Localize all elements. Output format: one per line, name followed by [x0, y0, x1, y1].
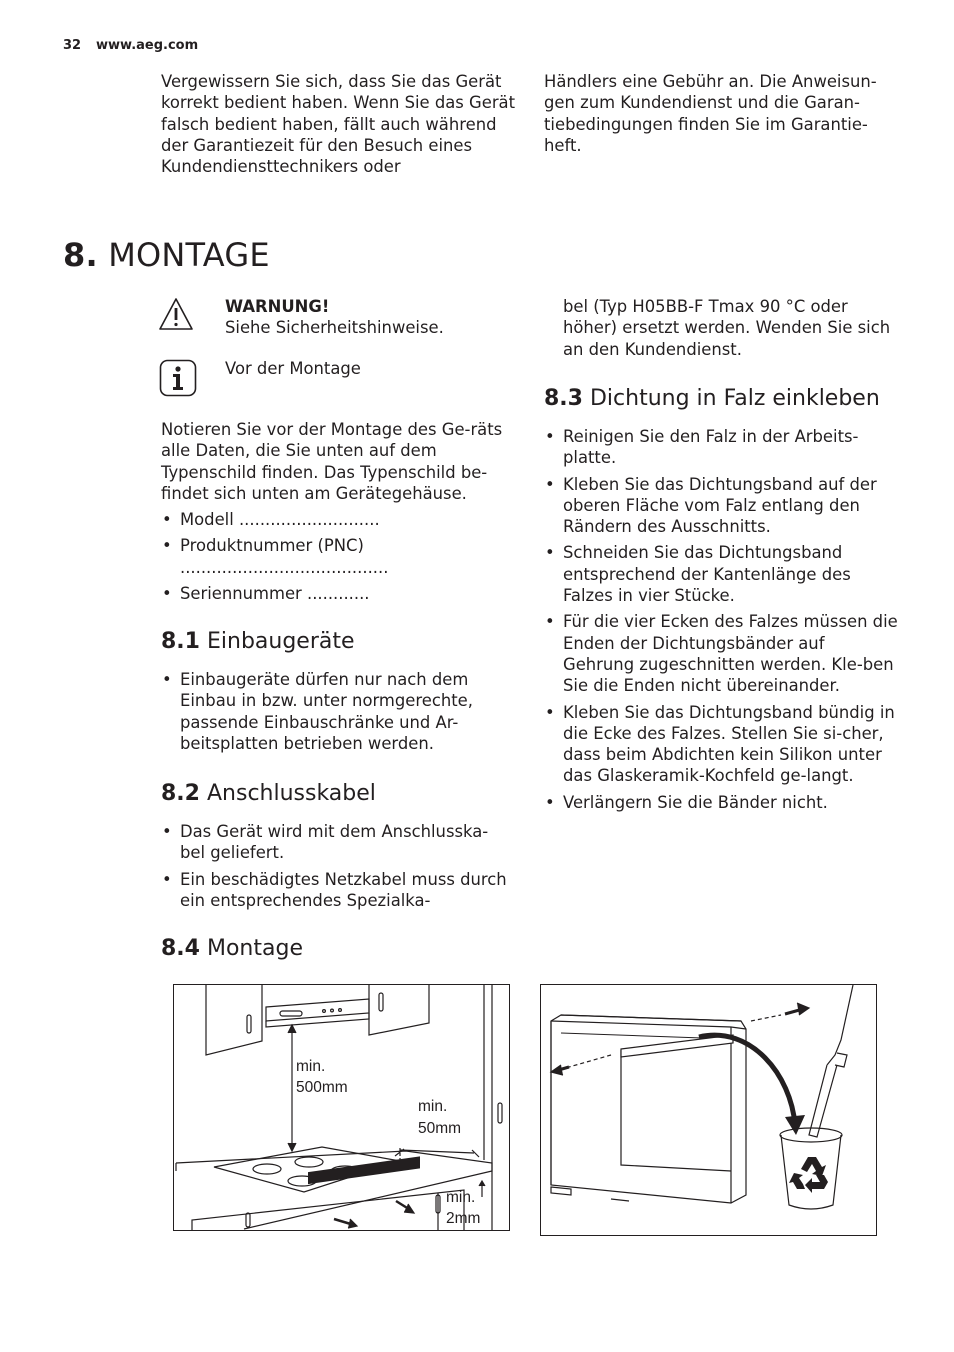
website-url: www.aeg.com	[96, 38, 199, 53]
cabinet-disposal-figure	[540, 984, 877, 1236]
subsection-title: Anschlusskabel	[206, 781, 376, 806]
warning-title: WARNUNG!	[225, 297, 330, 316]
subsection-heading	[544, 385, 899, 413]
anschluss-list	[161, 821, 513, 911]
subsection-title: Dichtung in Falz einkleben	[589, 386, 880, 411]
label-hood-1: min.	[296, 1058, 326, 1075]
list-item: • Einbaugeräte dürfen nur nach dem Einbau in bzw. unter normgerechte, passende Einbauschränke und Ar-beitsplatten betrieben werden.	[161, 669, 513, 754]
list-item: • Modell ...........................	[161, 509, 513, 530]
dichtung-list	[544, 426, 899, 813]
intro-left-text: Vergewissern Sie sich, dass Sie das Gerät korrekt bedient haben. Wenn Sie das Gerät falsch bedient haben, fällt auch während der Garantiezeit für den Besuch eines Kundendiensttechnikers oder	[161, 72, 516, 177]
info-icon	[159, 359, 197, 401]
recycle-icon	[789, 1157, 828, 1193]
list-item: • Kleben Sie das Dichtungsband auf der oberen Fläche vom Falz entlang den Rändern des Ausschnitts.	[544, 474, 899, 538]
subsection-title: Einbaugeräte	[206, 629, 355, 654]
subsection-8-3	[544, 385, 899, 818]
label-side-2: 50mm	[418, 1120, 462, 1137]
list-item: • Für die vier Ecken des Falzes müssen die Enden der Dichtungsbänder auf Gehrung zugeschnitten werden. Kle-ben Sie die Enden nicht übereinander.	[544, 611, 899, 696]
label-hood-2: 500mm	[296, 1079, 348, 1096]
list-item: • Produktnummer (PNC) ........................................	[161, 535, 513, 578]
subsection-heading	[161, 780, 513, 808]
einbau-list	[161, 669, 513, 754]
list-item: • Reinigen Sie den Falz in der Arbeits-platte.	[544, 426, 899, 469]
subsection-number: 8.1	[161, 629, 200, 654]
subsection-number: 8.2	[161, 781, 200, 806]
list-item: • Kleben Sie das Dichtungsband bündig in die Ecke des Falzes. Stellen Sie si-cher, dass beim Abdichten kein Silikon unter das Glaskeramik-Kochfeld ge-langt.	[544, 702, 899, 787]
intro-right-text: Händlers eine Gebühr an. Die Anweisun-gen zum Kundendienst und die Garan-tiebedingungen finden Sie im Garantie-heft.	[544, 72, 877, 155]
info-text: Vor der Montage	[225, 359, 361, 378]
list-item: • Schneiden Sie das Dichtungsband entsprechend der Kantenlänge des Falzes in vier Stücke.	[544, 542, 899, 606]
installation-clearance-figure	[173, 984, 510, 1231]
section-title: MONTAGE	[108, 236, 270, 274]
page-number: 32	[63, 38, 82, 53]
label-side-1: min.	[418, 1098, 448, 1115]
label-gap-1: min.	[446, 1189, 476, 1206]
subsection-8-4-heading	[161, 935, 303, 963]
continuation-text: bel (Typ H05BB-F Tmax 90 °C oder höher) ersetzt werden. Wenden Sie sich an den Kundendienst.	[563, 297, 891, 359]
notes-list	[161, 509, 513, 604]
anschluss-continuation	[563, 296, 898, 360]
subsection-heading	[161, 628, 513, 656]
list-item: • Ein beschädigtes Netzkabel muss durch ein entsprechendes Spezialka-	[161, 869, 513, 912]
section-number: 8.	[63, 236, 98, 274]
warning-triangle-icon	[158, 296, 194, 336]
subsection-number: 8.3	[544, 386, 583, 411]
subsection-8-2	[161, 780, 513, 916]
notes-paragraph: Notieren Sie vor der Montage des Ge-räts alle Daten, die Sie unten auf dem Typenschild finden. Das Typenschild be-findet sich unten am Gerätegehäuse.	[161, 420, 503, 503]
list-item: • Seriennummer ............	[161, 583, 513, 604]
subsection-title: Montage	[206, 936, 303, 961]
subsection-8-1	[161, 628, 513, 759]
subsection-number: 8.4	[161, 936, 200, 961]
label-gap-2: 2mm	[446, 1210, 481, 1227]
warning-text: Siehe Sicherheitshinweise.	[225, 318, 444, 338]
list-item: • Das Gerät wird mit dem Anschlusska-bel geliefert.	[161, 821, 513, 864]
list-item: • Verlängern Sie die Bänder nicht.	[544, 792, 899, 813]
warning-block	[225, 296, 515, 339]
section-heading	[63, 236, 270, 274]
notes-block	[161, 419, 513, 609]
